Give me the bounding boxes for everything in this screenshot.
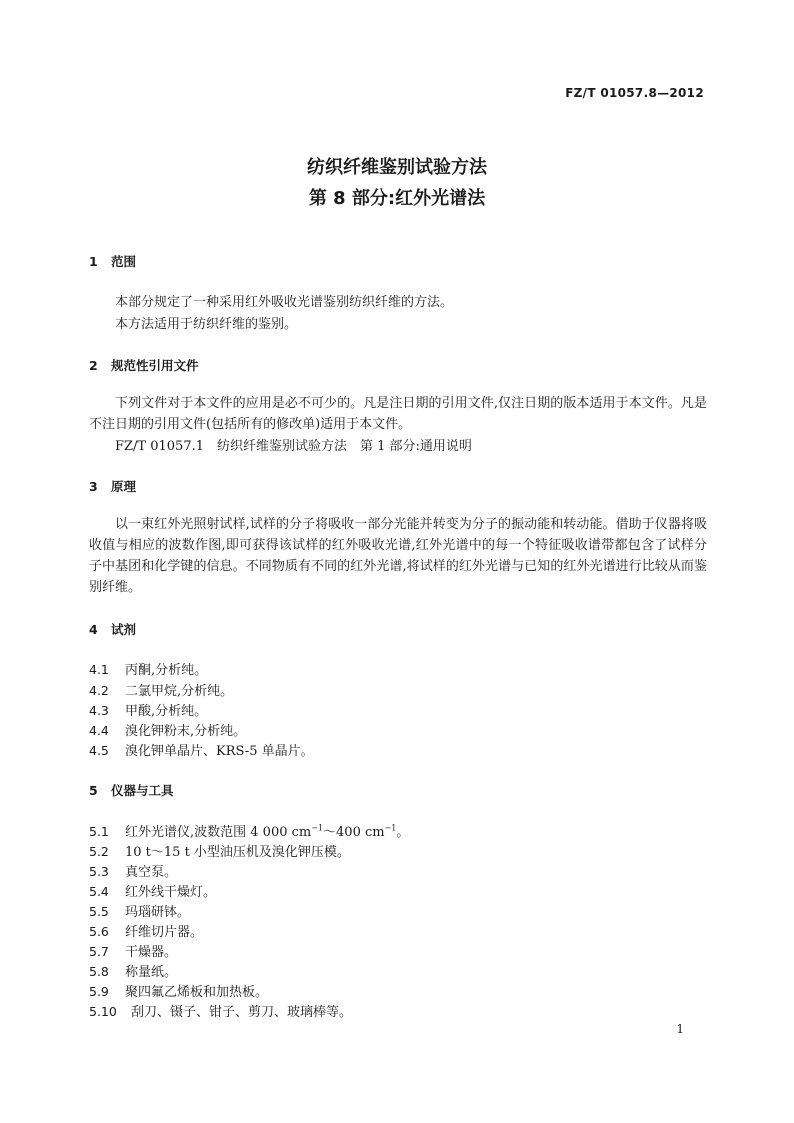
item-text: 。	[396, 825, 410, 840]
section-3-heading	[89, 477, 136, 495]
list-item	[89, 659, 207, 678]
section-1-paragraph-2: 本方法适用于纺织纤维的鉴别。	[115, 317, 298, 332]
item-text: 丙酮,分析纯。	[125, 663, 208, 678]
list-item	[89, 700, 207, 719]
item-number: 5.1	[89, 824, 109, 839]
item-number: 4.5	[89, 743, 109, 758]
item-text: 称量纸。	[125, 965, 178, 980]
document-subtitle: 第 8 部分:红外光谱法	[308, 188, 486, 209]
page-number: 1	[676, 1022, 684, 1036]
section-title: 规范性引用文件	[111, 358, 199, 373]
item-number: 4.2	[89, 683, 109, 698]
item-text: 溴化钾粉末,分析纯。	[125, 724, 247, 739]
list-item	[89, 720, 246, 739]
item-number: 4.4	[89, 723, 109, 738]
item-text: 干燥器。	[125, 945, 178, 960]
document-title: 纺织纤维鉴别试验方法	[307, 157, 487, 178]
superscript: −1	[384, 823, 397, 833]
list-item	[89, 680, 233, 699]
section-4-heading	[89, 620, 136, 638]
section-number: 1	[89, 254, 98, 269]
item-text: 10 t～15 t 小型油压机及溴化钾压模。	[125, 845, 350, 860]
section-number: 4	[89, 622, 98, 637]
section-1-heading	[89, 252, 136, 270]
section-2-heading	[89, 356, 199, 374]
section-number: 5	[89, 783, 98, 798]
list-item	[89, 821, 409, 840]
item-number: 4.3	[89, 703, 109, 718]
list-item	[89, 921, 203, 940]
item-text: 二氯甲烷,分析纯。	[125, 684, 234, 699]
list-item	[89, 1001, 352, 1020]
item-text: 甲酸,分析纯。	[125, 704, 208, 719]
section-number: 2	[89, 358, 98, 373]
item-number: 5.3	[89, 864, 109, 879]
section-3-paragraph-1: 以一束红外光照射试样,试样的分子将吸收一部分光能并转变为分子的振动能和转动能。借助于仪器将吸收值与相应的波数作图,即可获得该试样的红外吸收光谱,红外光谱中的每一个特征吸收谱带都包含了试样分子中基团和化学键的信息。不同物质有不同的红外光谱,将试样的红外光谱与已知的红外光谱进行比较从而鉴别纤维。	[89, 517, 707, 595]
list-item	[89, 901, 190, 920]
list-item	[89, 881, 216, 900]
section-title: 试剂	[111, 622, 137, 637]
item-number: 5.10	[89, 1004, 117, 1019]
item-number: 5.6	[89, 924, 109, 939]
item-number: 5.9	[89, 984, 109, 999]
section-title: 范围	[111, 254, 137, 269]
superscript: −1	[311, 823, 324, 833]
section-5-heading	[89, 781, 174, 799]
item-number: 5.4	[89, 884, 109, 899]
item-text: 红外线干燥灯。	[125, 885, 217, 900]
item-text: 玛瑙研钵。	[125, 905, 191, 920]
item-text: ～400 cm	[323, 825, 385, 840]
section-title: 原理	[111, 479, 137, 494]
normative-reference: FZ/T 01057.1 纺织纤维鉴别试验方法 第 1 部分:通用说明	[115, 439, 472, 454]
standard-code: FZ/T 01057.8—2012	[565, 86, 704, 100]
item-text: 溴化钾单晶片、KRS-5 单晶片。	[125, 744, 314, 759]
list-item	[89, 981, 268, 1000]
item-number: 5.5	[89, 904, 109, 919]
item-text: 红外光谱仪,波数范围 4 000 cm	[125, 825, 312, 840]
item-text: 真空泵。	[125, 865, 178, 880]
section-number: 3	[89, 479, 98, 494]
section-2-paragraph-1: 下列文件对于本文件的应用是必不可少的。凡是注日期的引用文件,仅注日期的版本适用于本文件。凡是不注日期的引用文件(包括所有的修改单)适用于本文件。	[89, 396, 707, 432]
section-1-paragraph-1: 本部分规定了一种采用红外吸收光谱鉴别纺织纤维的方法。	[115, 295, 454, 310]
item-text: 刮刀、镊子、钳子、剪刀、玻璃棒等。	[131, 1005, 353, 1020]
item-number: 5.7	[89, 944, 109, 959]
item-text: 纤维切片器。	[125, 925, 204, 940]
list-item	[89, 861, 177, 880]
item-number: 4.1	[89, 662, 109, 677]
item-text: 聚四氟乙烯板和加热板。	[125, 985, 269, 1000]
list-item	[89, 961, 177, 980]
section-title: 仪器与工具	[111, 783, 174, 798]
list-item	[89, 740, 314, 759]
item-number: 5.8	[89, 964, 109, 979]
list-item	[89, 941, 177, 960]
list-item	[89, 841, 350, 860]
item-number: 5.2	[89, 844, 109, 859]
